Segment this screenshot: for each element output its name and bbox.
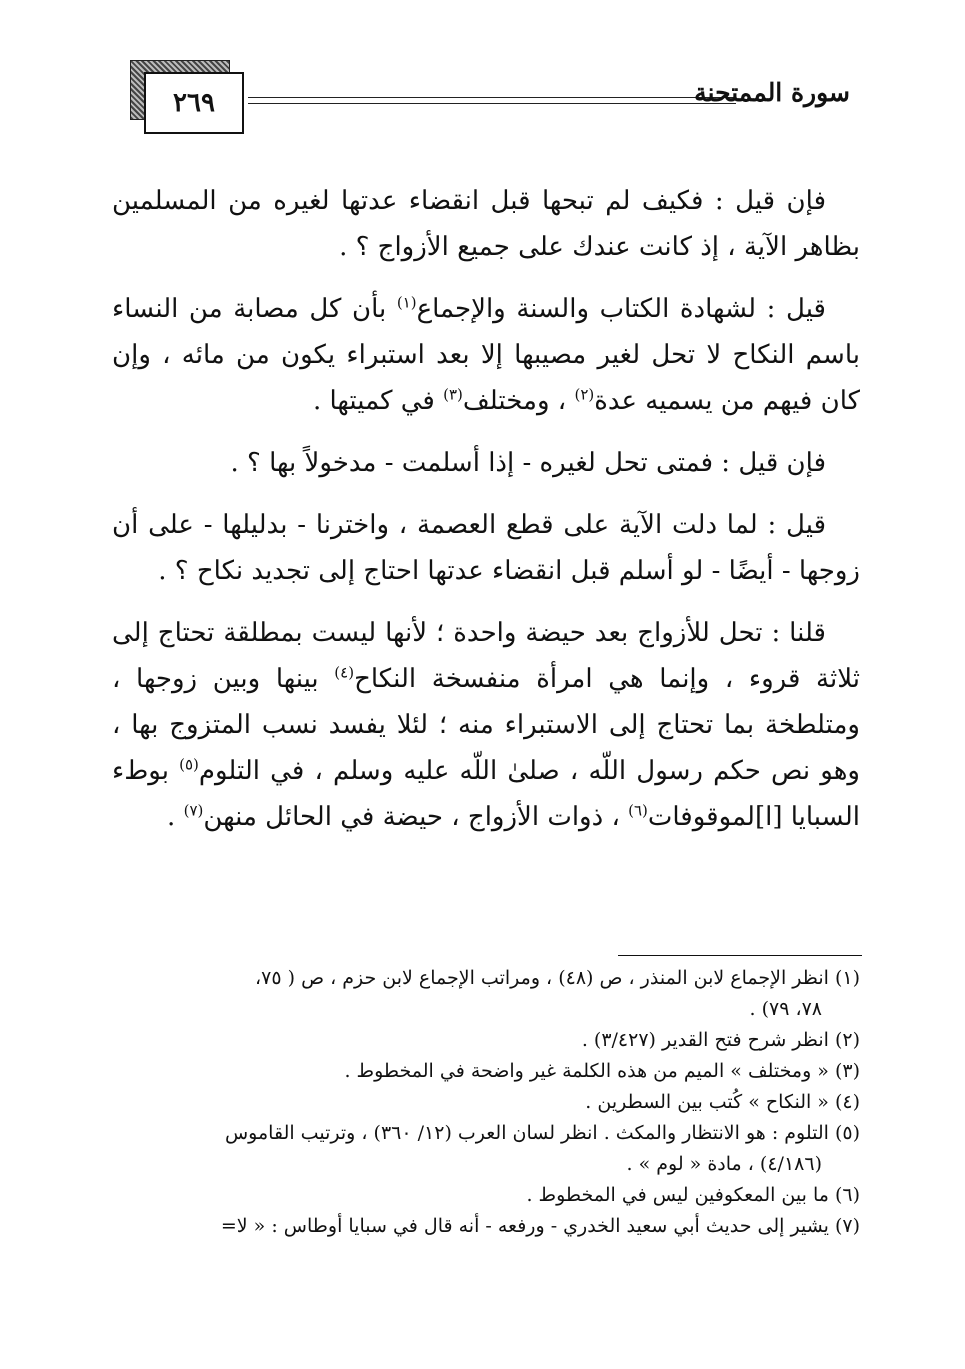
text-run: ، ومختلف <box>462 386 575 416</box>
footnote-number: (٢) <box>834 1029 860 1051</box>
footnote-ref-1: (١) <box>396 293 417 312</box>
footnote-2 <box>112 1025 860 1056</box>
footnote-number: (١) <box>834 967 860 989</box>
footnote-number: (٣) <box>834 1060 860 1082</box>
text-run: بوطء السبايا [ا]لموقوفات <box>112 756 860 832</box>
paragraph-4: قيل : لما دلت الآية على قطع العصمة ، واخترنا - بدليلها - على أن زوجها - أيضًا - لو أسلم قبل انقضاء عدتها احتاج إلى تجديد نكاح ؟ . <box>112 510 860 586</box>
header-double-rule <box>248 97 736 104</box>
paragraph-3: فإن قيل : فمتى تحل لغيره - إذا أسلمت - مدخولاً بها ؟ . <box>230 448 826 478</box>
footnotes <box>112 963 860 1242</box>
footnote-1 <box>112 963 860 994</box>
footnote-5-continuation: (٤/١٨٦) ، مادة « لوم » . <box>626 1153 822 1175</box>
paragraph-2 <box>112 286 860 424</box>
footnote-text: « النكاح » كُتب بين السطرين . <box>585 1091 829 1113</box>
footnote-number: (٤) <box>834 1091 860 1113</box>
page-header <box>130 60 850 140</box>
footnote-5 <box>112 1118 860 1149</box>
footnote-text: انظر شرح فتح القدير (٣/٤٢٧) . <box>581 1029 829 1051</box>
page-number: ٢٦٩ <box>173 88 215 118</box>
footnote-ref-4: (٤) <box>334 663 355 682</box>
footnote-7 <box>112 1211 860 1242</box>
footnote-text: ما بين المعكوفين ليس في المخطوط . <box>526 1184 829 1206</box>
paragraph-1: فإن قيل : فكيف لم تبحها قبل انقضاء عدتها لغيره من المسلمين بظاهر الآية ، إذ كانت عندك على جميع الأزواج ؟ . <box>112 186 860 262</box>
text-run: قلنا : تحل للأزواج بعد حيضة واحدة ؛ لأنها ليست بمطلقة تحتاج إلى ثلاثة قروء ، وإنما هي امرأة منفسخة النكاح <box>112 618 860 694</box>
footnote-number: (٦) <box>834 1184 860 1206</box>
footnote-4 <box>112 1087 860 1118</box>
footnote-text: التلوم : هو الانتظار والمكث . انظر لسان العرب (١٢/ ٣٦٠) ، وترتيب القاموس <box>224 1122 829 1144</box>
text-run: . <box>167 802 184 832</box>
paragraph-5 <box>112 610 860 840</box>
footnote-6 <box>112 1180 860 1211</box>
footnote-ref-6: (٦) <box>628 801 648 820</box>
footnote-ref-2: (٢) <box>574 385 595 404</box>
footnote-number: (٧) <box>834 1215 860 1237</box>
footnote-ref-7: (٧) <box>183 801 204 820</box>
footnote-separator <box>618 955 862 956</box>
footnote-ref-5: (٥) <box>179 755 199 774</box>
text-run: قيل : لشهادة الكتاب والسنة والإجماع <box>416 294 826 324</box>
text-run: بأن كل مصابة من النساء باسم النكاح لا تحل لغير مصيبها إلا بعد استبراء يكون من مائه ، وإن كان فيهم من يسميه عدة <box>112 294 860 416</box>
page-number-box <box>144 72 244 134</box>
footnote-3 <box>112 1056 860 1087</box>
text-run: ، ذوات الأزواج ، حيضة في الحائل منهن <box>203 802 629 832</box>
footnote-1-continuation: ٧٨، ٧٩) . <box>749 998 822 1020</box>
footnote-text: « ومختلف » الميم من هذه الكلمة غير واضحة في المخطوط . <box>344 1060 829 1082</box>
main-text <box>112 178 860 856</box>
text-run: بينها وبين زوجها ، ومتلطخة بما تحتاج إلى الاستبراء منه ؛ لئلا يفسد نسب المتزوج بها ، وهو نص حكم رسول اللّه ، صلىٰ اللّه عليه وسلم ، في التلوم <box>112 664 860 786</box>
footnote-text: انظر الإجماع لابن المنذر ، ص (٤٨) ، ومراتب الإجماع لابن حزم ، ص ( ٧٥، <box>255 967 829 989</box>
surah-title: سورة الممتحنة <box>694 78 850 107</box>
footnote-ref-3: (٣) <box>443 385 463 404</box>
text-run: في كميتها . <box>312 386 444 416</box>
footnote-text: يشير إلى حديث أبي سعيد الخدري - ورفعه - أنه قال في سبايا أوطاس : « لا= <box>220 1215 829 1237</box>
footnote-number: (٥) <box>834 1122 860 1144</box>
